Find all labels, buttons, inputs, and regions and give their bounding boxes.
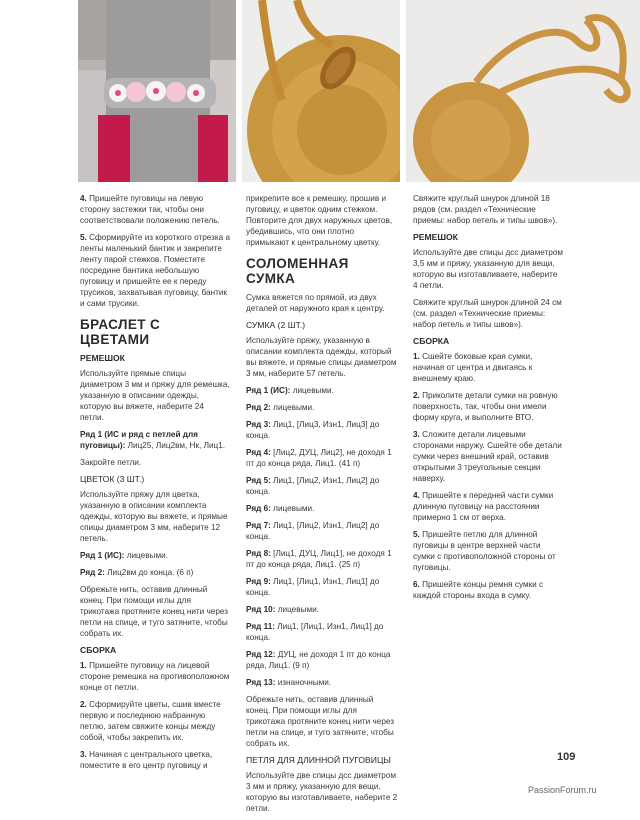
bag-assembly-step: 1. Сшейте боковые края сумки, начиная от центра и двигаясь к внешнему краю.	[413, 352, 533, 383]
loop-text: Используйте две спицы дсс диаметром 3 мм и пряжу, указанную для вещи, которую вы изготавливаете, наберите 2 петли.	[246, 771, 398, 813]
bag-row: Ряд 10: лицевыми.	[246, 605, 319, 614]
section-title-bracelet: БРАСЛЕТ С ЦВЕТАМИ	[80, 317, 161, 347]
bag-row: Ряд 8: [Лиц1, ДУЦ, Лиц1], не доходя 1 пт до конца ряда, Лиц1. (25 п)	[246, 549, 392, 569]
photo-bag-with-strap	[406, 0, 640, 182]
page-number: 109	[557, 751, 576, 763]
bag-row: Ряд 5: Лиц1, [Лиц2, Изн1, Лиц2] до конца.	[246, 476, 380, 496]
bag-heading: СУМКА (2 ШТ.)	[246, 320, 306, 330]
bag-strap-cord: Свяжите круглый шнурок длиной 24 см (см. раздел «Технические приемы: набор петель и типы швов»).	[413, 298, 562, 329]
row-1: Ряд 1 (ИС и ряд с петлей для пуговицы): Лиц25, Лиц2вм, Нк, Лиц1.	[80, 430, 226, 450]
bag-assembly-step: 4. Пришейте к передней части сумки длинную пуговицу на расстоянии примерно 1 см от верха.	[413, 491, 554, 522]
column-right	[413, 193, 563, 607]
bag-row: Ряд 3: Лиц1, [Лиц3, Изн1, Лиц3] до конца.	[246, 420, 380, 440]
column-left	[80, 193, 230, 777]
step-5: 5. Сформируйте из короткого отрезка а ленты маленький бантик и закрепите ленту парой стежков. Поместите посредине бантика небольшую пуговицу и пришейте ее к переду трусиков, захватывая пуговицу, бантик и сами трусики.	[80, 233, 231, 308]
bag-text: Используйте пряжу, указанную в описании комплекта одежды, который вы вяжете, и прямые спицы диаметром 3 мм, наберите 57 петель.	[246, 336, 397, 378]
flower-text: Используйте пряжу для цветка, указанную в описании комплекта одежды, которую вы вяжете, и прямые спицы диаметром 3 мм, наберите 12 петель.	[80, 490, 228, 543]
bag-cut-text: Обрежьте нить, оставив длинный конец. При помощи иглы для трикотажа протяните конец нити через петли на спице, и туго затяните, чтобы собрать их.	[246, 695, 395, 748]
photo-flower-bracelet	[78, 0, 236, 182]
bag-assembly-step: 5. Пришейте петлю для длинной пуговицы в центре верхней части сумки с противоположной стороны от пуговицы.	[413, 530, 556, 572]
bag-row: Ряд 1 (ИС): лицевыми.	[246, 386, 334, 395]
bag-row: Ряд 11: Лиц1, [Лиц1, Изн1, Лиц1] до конца.	[246, 622, 384, 642]
assembly-2: 2. Сформируйте цветы, сшив вместе первую и последнюю набранную петлю, затем свяжите концы между собой, чтобы закрепить их.	[80, 700, 221, 742]
bag-row: Ряд 4: [Лиц2, ДУЦ, Лиц2], не доходя 1 пт до конца ряда, Лиц1. (41 п)	[246, 448, 392, 468]
bag-strap-heading: РЕМЕШОК	[413, 232, 458, 242]
bag-row: Ряд 6: лицевыми.	[246, 504, 315, 513]
close-text: Закройте петли.	[80, 458, 142, 467]
column-middle	[246, 193, 398, 820]
assembly-heading: СБОРКА	[80, 645, 117, 655]
cord-text: Свяжите круглый шнурок длиной 18 рядов (см. раздел «Технические приемы: набор петель и типы швов»).	[413, 194, 558, 225]
bag-row: Ряд 2: лицевыми.	[246, 403, 315, 412]
continuation-text: прикрепите все к ремешку, прошив и пуговицу, и цветок одним стежком. Повторите для двух наружных цветов, убедившись, что они плотно примыкают к центральному цветку.	[246, 194, 393, 247]
bag-assembly-step: 2. Приколите детали сумки на ровную поверхность, так, чтобы они имели форму круга, и выполните ВТО.	[413, 391, 558, 422]
bag-assembly-step: 3. Сложите детали лицевыми сторонами наружу. Сшейте обе детали сумки через внешний край, оставив открытыми 3 треугольные секции наверху.	[413, 430, 562, 483]
flower-row-2: Ряд 2: Лиц2вм до конца. (6 п)	[80, 568, 194, 577]
bag-assembly-step: 6. Пришейте концы ремня сумки с каждой стороны входа в сумку.	[413, 580, 544, 600]
bag-row: Ряд 13: изнаночными.	[246, 678, 332, 687]
step-4: 4. Пришейте пуговицы на левую сторону застежки так, чтобы они соответствовали положению петель.	[80, 194, 220, 225]
watermark: PassionForum.ru	[528, 785, 597, 795]
loop-heading: ПЕТЛЯ ДЛЯ ДЛИННОЙ ПУГОВИЦЫ	[246, 755, 391, 765]
bag-row: Ряд 7: Лиц1, [Лиц2, Изн1, Лиц2] до конца.	[246, 521, 380, 541]
section-title-straw-bag: СОЛОМЕННАЯ СУМКА	[246, 256, 349, 286]
assembly-1: 1. Пришейте пуговицу на лицевой стороне ремешка на противоположном конце от петли.	[80, 661, 230, 692]
strap-text: Используйте прямые спицы диаметром 3 мм и пряжу для ремешка, указанную в описании одежды, которую вы вяжете, наберите 24 петли.	[80, 369, 230, 422]
cut-text: Обрежьте нить, оставив длинный конец. При помощи иглы для трикотажа протяните конец нити через петли на спице, и туго затяните, чтобы собрать их.	[80, 585, 229, 638]
strap-heading: РЕМЕШОК	[80, 353, 125, 363]
assembly-3: 3. Начиная с центрального цветка, поместите в его центр пуговицу и	[80, 750, 213, 770]
bag-row: Ряд 12: ДУЦ, не доходя 1 пт до конца ряда, Лиц1. (9 п)	[246, 650, 391, 670]
photo-straw-bag-closeup	[242, 0, 400, 182]
bag-assembly-heading: СБОРКА	[413, 336, 450, 346]
flower-row-1: Ряд 1 (ИС): лицевыми.	[80, 551, 168, 560]
photo-strip	[78, 0, 640, 182]
flower-heading: ЦВЕТОК (3 ШТ.)	[80, 474, 145, 484]
bag-row: Ряд 9: Лиц1, [Лиц1, Изн1, Лиц1] до конца.	[246, 577, 380, 597]
bag-rows	[246, 385, 398, 688]
bag-strap-text: Используйте две спицы дсс диаметром 3,5 мм и пряжу, указанную для вещи, которую вы изготавливаете, наберите 4 петли.	[413, 248, 563, 290]
bag-intro: Сумка вяжется по прямой, из двух деталей от наружного края к центру.	[246, 293, 385, 313]
